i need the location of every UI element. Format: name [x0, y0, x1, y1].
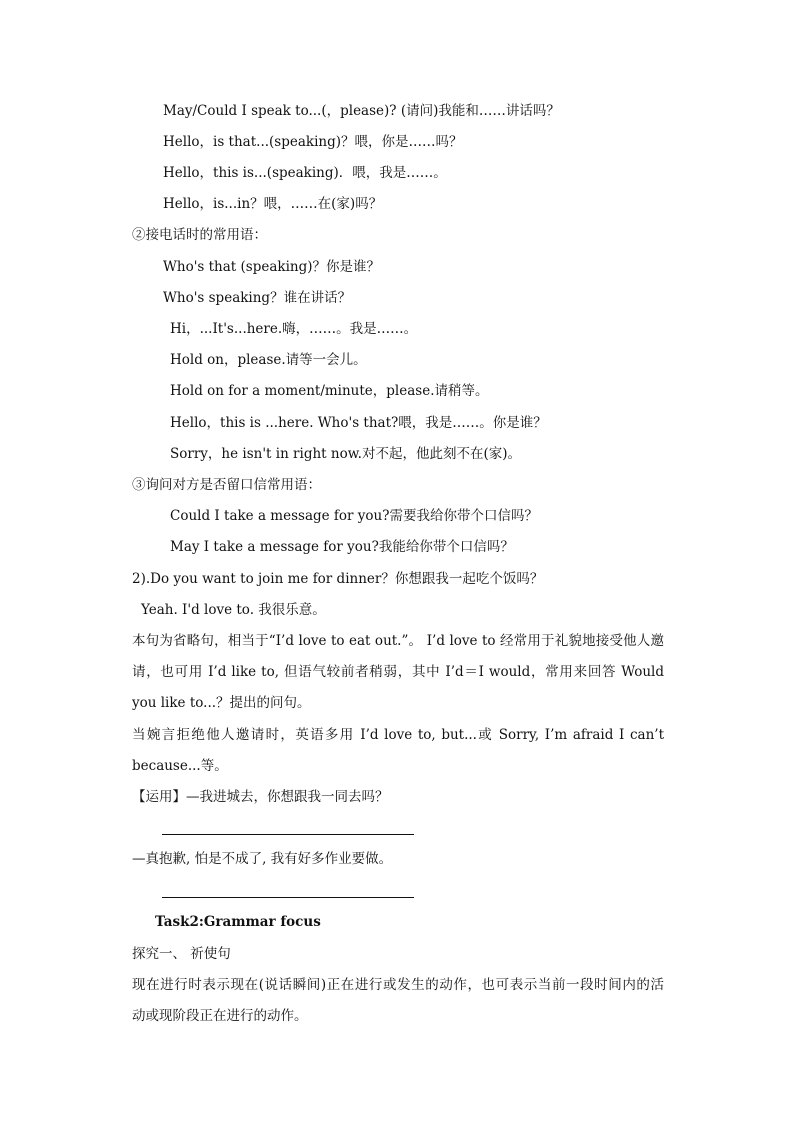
point2-paragraph2-line2: because...等。: [132, 758, 228, 774]
answer-phrase-whos-speaking: Who's speaking？谁在讲话？: [163, 290, 352, 306]
task2-paragraph-line1: 现在进行时表示现在(说话瞬间)正在进行或发生的动作，也可表示当前一段时间内的活: [132, 977, 664, 993]
task2-title: Task2:Grammar focus: [155, 914, 321, 930]
answer-blank-line-1: [162, 834, 414, 835]
point2-answer: Yeah. I'd love to. 我很乐意。: [141, 602, 326, 618]
task2-paragraph-line2: 动或现阶段正在进行的动作。: [132, 1008, 308, 1024]
point2-paragraph1-line2: 请，也可用 I’d like to, 但语气较前者稍弱，其中 I’d＝I would，常用来回答 Would: [132, 664, 664, 680]
answer-phrase-hi: Hi，...It's...here.嗨，……。我是……。: [170, 321, 418, 337]
answer-phrase-hold-on-moment: Hold on for a moment/minute，please.请稍等。: [170, 383, 489, 399]
message-phrase-may: May I take a message for you?我能给你带个口信吗？: [170, 539, 514, 555]
point2-paragraph1-line3: you like to...？提出的问句。: [132, 695, 311, 711]
message-section-heading: ③询问对方是否留口信常用语：: [132, 477, 321, 493]
phrase-this-is: Hello，this is...(speaking)．喂，我是……。: [163, 165, 447, 181]
phrase-is-that: Hello，is that...(speaking)？喂，你是……吗？: [163, 134, 463, 150]
phrase-speak-to: May/Could I speak to...(，please)? (请问)我能和……讲话吗？: [163, 103, 560, 119]
point2-paragraph2-line1: 当婉言拒绝他人邀请时，英语多用 I’d love to, but...或 Sorry, I’m afraid I can’t: [132, 727, 664, 743]
practice-reply-prompt: —真抱歉, 怕是不成了, 我有好多作业要做。: [132, 851, 393, 867]
answer-phrase-whos-that: Who's that (speaking)？你是谁？: [163, 259, 380, 275]
point2-question: 2).Do you want to join me for dinner？你想跟我一起吃个饭吗？: [132, 571, 544, 587]
answer-section-heading: ②接电话时的常用语：: [132, 227, 267, 243]
practice-prompt: 【运用】—我进城去，你想跟我一同去吗？: [132, 789, 389, 805]
answer-blank-line-2: [162, 897, 414, 898]
explore-heading: 探究一、 祈使句: [132, 946, 231, 962]
answer-phrase-hold-on: Hold on，please.请等一会儿。: [170, 352, 367, 368]
answer-phrase-sorry: Sorry，he isn't in right now.对不起，他此刻不在(家)。: [170, 446, 521, 462]
phrase-is-in: Hello，is...in？喂，……在(家)吗？: [163, 196, 383, 212]
point2-paragraph1-line1: 本句为省略句，相当于“I’d love to eat out.”。 I’d love to 经常用于礼貌地接受他人邀: [132, 633, 664, 649]
message-phrase-could: Could I take a message for you?需要我给你带个口信吗？: [170, 508, 538, 524]
answer-phrase-hello-this-is: Hello，this is ...here. Who's that?喂，我是……。你是谁？: [170, 415, 547, 431]
